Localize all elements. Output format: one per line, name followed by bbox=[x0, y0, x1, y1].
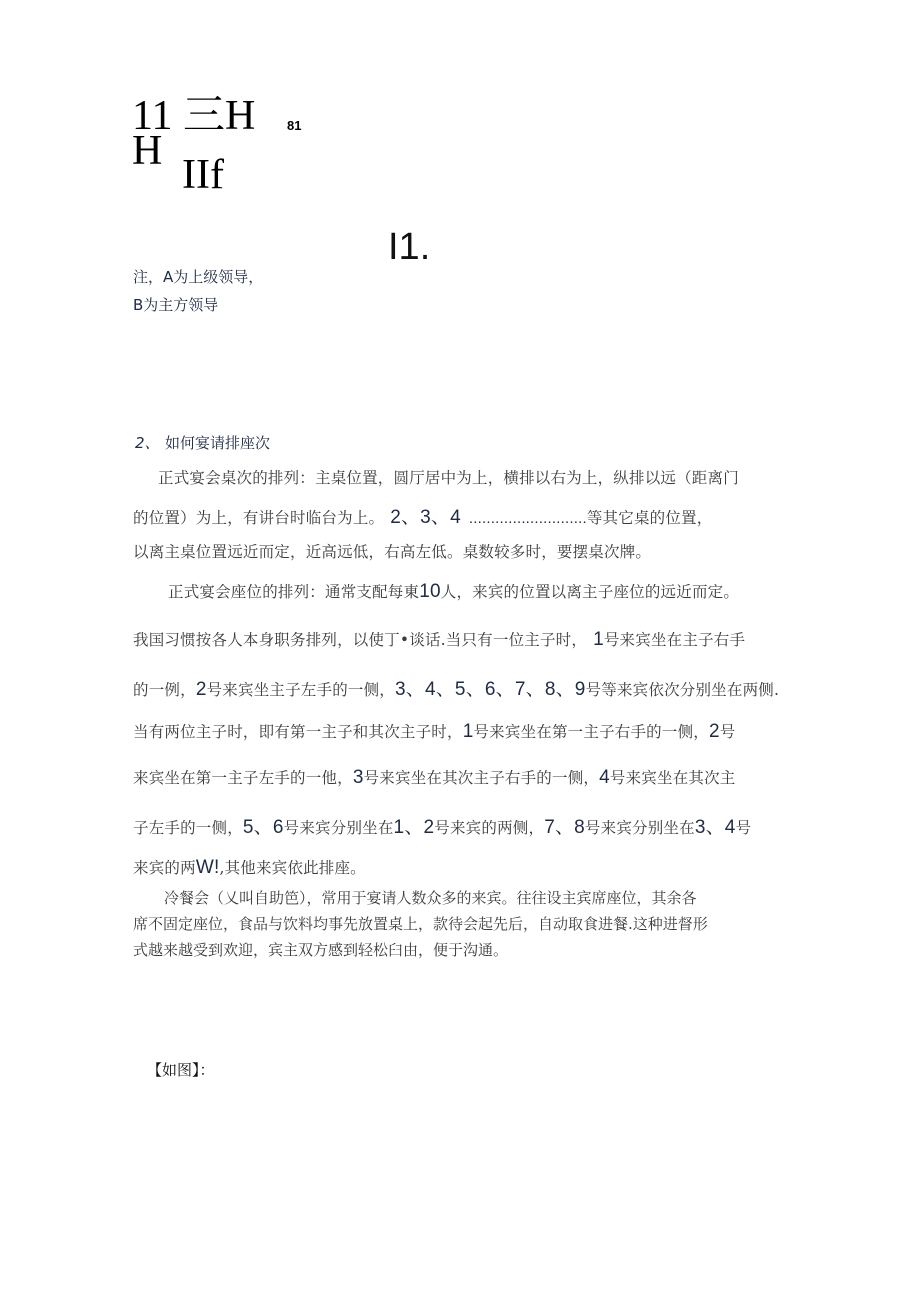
para2-line4-text-a: 当有两位主子时，即有第一主子和其次主子时， bbox=[133, 723, 463, 741]
para2-line4-number-d: 2 bbox=[709, 721, 720, 742]
para2-line6-text-c: 号来宾分别坐在 bbox=[283, 819, 394, 837]
para2-line6-number-d: 1、2 bbox=[393, 817, 435, 838]
para2-line5-number-d: 4 bbox=[599, 767, 610, 788]
para3-line1: 冷餐会（乂叫自助笆），常用于宴请人数众多的来宾。往往设主宾席座位，其余各 bbox=[164, 889, 697, 907]
para3-line2: 席不固定座位，食品与饮料均事先放置桌上，款待会起先后，自动取食进餐.这种进督形 bbox=[133, 915, 708, 933]
header-small-number: 81 bbox=[287, 118, 302, 133]
para2-line4-number-b: 1 bbox=[462, 721, 474, 742]
para2-line6-text-e: 号来宾的两侧， bbox=[434, 819, 545, 837]
para2-line7 bbox=[133, 856, 366, 879]
para3-line3: 式越来越受到欢迎，宾主双方感到轻松臼由，便于沟通。 bbox=[133, 941, 509, 959]
para2-line7-garbled: W! bbox=[195, 857, 220, 878]
para2-line7-text-a: 来宾的两 bbox=[133, 859, 196, 877]
note-line-2: B为主方领导 bbox=[133, 296, 219, 314]
para2-line6-number-f: 7、8 bbox=[544, 817, 585, 838]
para2-line1-text-c: 人，来宾的位置以离主子座位的远近而定。 bbox=[440, 583, 740, 601]
para1-line2-text-a: 的位置）为上，有讲台时临台为上。 bbox=[133, 509, 385, 527]
para2-line6 bbox=[133, 812, 751, 839]
para2-line6-text-a: 子左手的一侧， bbox=[133, 819, 243, 837]
para2-line7-text-c: ,其他来宾依此排座。 bbox=[219, 859, 366, 877]
para2-line6-number-h: 3、4 bbox=[694, 817, 736, 838]
para2-line3 bbox=[133, 674, 779, 701]
para2-line3-number-b: 2 bbox=[195, 679, 207, 700]
section-number: 2、 bbox=[135, 434, 160, 452]
para2-line6-text-g: 号来宾分别坐在 bbox=[584, 819, 695, 837]
para2-line2-number: 1 bbox=[593, 629, 604, 650]
para2-line5-text-c: 号来宾坐在其次主子右手的一侧， bbox=[363, 769, 600, 787]
para2-line2-text-c: 号来宾坐在主子右手 bbox=[603, 631, 746, 649]
para2-line6-text-i: 号 bbox=[735, 819, 752, 837]
para2-line1-text-a: 正式宴会座位的排列：通常支配每東 bbox=[168, 583, 420, 601]
para2-line2-text-a: 我国习惯按各人本身职务排列，以使丁•谈话.当只有一位主子时， bbox=[133, 631, 588, 649]
para2-people-count: 10 bbox=[419, 581, 441, 602]
para1-line2 bbox=[133, 502, 712, 529]
para1-line1: 正式宴会桌次的排列：主桌位置，圆厅居中为上，横排以右为上，纵排以远（距离门 bbox=[158, 469, 739, 487]
para1-table-numbers: 2、3、4 bbox=[390, 507, 461, 528]
center-mark: I1. bbox=[388, 226, 431, 268]
para1-dot-leader: ........................... bbox=[468, 510, 587, 527]
header-line2-left: H bbox=[132, 128, 163, 174]
figure-label: 【如图】： bbox=[147, 1061, 215, 1079]
para2-line4 bbox=[133, 720, 735, 743]
para1-line3: 以离主桌位置远近而定，近高远低，右高左低。桌数较多时，要摆桌次牌。 bbox=[133, 543, 652, 561]
para2-line4-text-e: 号 bbox=[719, 723, 736, 741]
para2-line5-number-b: 3 bbox=[352, 767, 364, 788]
para2-line5-text-e: 号来宾坐在其次主 bbox=[609, 769, 736, 787]
para2-line3-text-a: 的一例， bbox=[133, 681, 196, 699]
note-line-1: 注，A为上级领导， bbox=[133, 268, 264, 286]
para2-line4-text-c: 号来宾坐在第一主子右手的一侧， bbox=[473, 723, 709, 741]
header-line1: 11 三H bbox=[132, 93, 256, 139]
para1-line2-text-d: 等其它桌的位置， bbox=[586, 509, 713, 527]
header-line2-right: IIf bbox=[182, 152, 224, 198]
section-title: 如何宴请排座次 bbox=[165, 434, 271, 452]
para2-line5-text-a: 来宾坐在第一主子左手的一他， bbox=[133, 769, 353, 787]
para2-line3-text-e: 号等来宾依次分别坐在两侧. bbox=[585, 681, 780, 699]
para2-line3-text-c: 号来宾坐主子左手的一侧， bbox=[206, 681, 395, 699]
para2-line5 bbox=[133, 766, 736, 789]
para2-line1 bbox=[168, 580, 739, 603]
para2-line6-number-b: 5、6 bbox=[242, 817, 284, 838]
para2-line2 bbox=[133, 628, 745, 651]
para2-line3-number-d: 3、4、5、6、7、8、9 bbox=[395, 679, 586, 700]
